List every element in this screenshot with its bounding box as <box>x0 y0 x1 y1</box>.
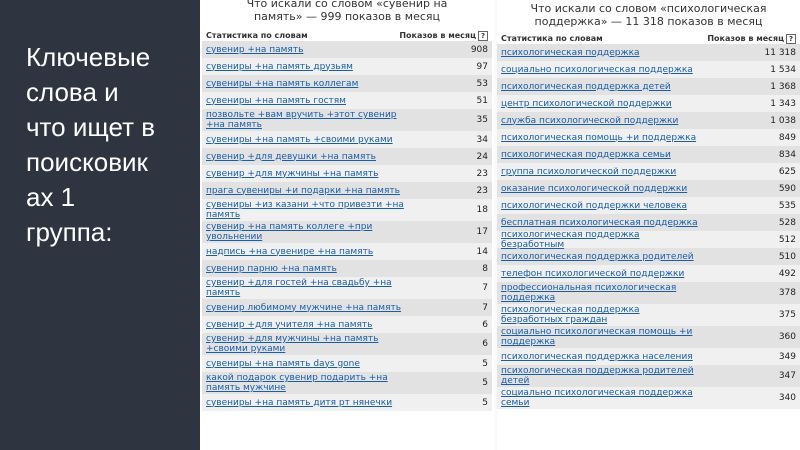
table-row <box>202 277 492 299</box>
left-column-headers <box>202 30 492 41</box>
impressions-count: 53 <box>476 78 488 89</box>
keyword-link[interactable]: психологическая поддержка родителей детей <box>501 366 694 386</box>
table-row <box>497 282 800 304</box>
table-row <box>497 248 800 265</box>
left-keyword-panel <box>202 0 492 450</box>
keyword-link[interactable]: психологическая поддержка родителей <box>501 251 694 262</box>
table-row <box>497 214 800 231</box>
impressions-count: 5 <box>482 358 488 369</box>
impressions-count: 24 <box>476 151 488 162</box>
table-row <box>202 355 492 372</box>
impressions-count: 18 <box>476 205 488 215</box>
keyword-link[interactable]: сувенир парню +на память <box>206 263 337 274</box>
left-col-count-wrap <box>399 30 488 41</box>
right-keyword-panel <box>497 0 800 450</box>
keyword-link[interactable]: какой подарок сувенир подарить +на память мужчине <box>206 373 388 393</box>
impressions-count: 23 <box>476 185 488 196</box>
keyword-link[interactable]: телефон психологической поддержки <box>501 268 685 279</box>
table-row <box>497 326 800 348</box>
table-row <box>497 44 800 61</box>
table-row <box>497 365 800 387</box>
keyword-link[interactable]: социально психологическая поддержка <box>501 64 693 75</box>
keyword-link[interactable]: профессиональная психологическая поддержка <box>501 283 677 303</box>
keyword-link[interactable]: психологическая поддержка детей <box>501 81 671 92</box>
table-row <box>202 299 492 316</box>
table-row <box>202 221 492 243</box>
keyword-link[interactable]: сувениры +на память days gone <box>206 358 360 369</box>
keyword-link[interactable]: психологическая поддержка безработных граждан <box>501 305 640 325</box>
keyword-link[interactable]: сувениры +на память дитя рт нянечки <box>206 397 393 408</box>
right-col-count-wrap <box>707 33 796 44</box>
table-row <box>497 231 800 248</box>
keyword-link[interactable]: сувениры +на память коллегам <box>206 78 359 89</box>
table-row <box>202 199 492 221</box>
table-row <box>202 394 492 411</box>
impressions-count: 1 343 <box>770 98 796 109</box>
keyword-link[interactable]: сувениры +на память гостям <box>206 95 346 106</box>
impressions-count: 14 <box>476 246 488 257</box>
table-row <box>202 58 492 75</box>
table-row <box>202 75 492 92</box>
impressions-count: 5 <box>482 397 488 408</box>
impressions-count: 360 <box>778 332 796 342</box>
keyword-link[interactable]: сувенир +для мужчины +на память +своими руками <box>206 334 379 354</box>
impressions-count: 35 <box>476 115 488 125</box>
table-row <box>202 41 492 58</box>
keyword-link[interactable]: психологическая поддержка безработным <box>501 229 640 250</box>
impressions-count: 51 <box>476 95 488 106</box>
impressions-count: 1 534 <box>770 64 796 75</box>
table-row <box>497 180 800 197</box>
impressions-count: 340 <box>778 393 796 403</box>
right-rows <box>497 44 800 409</box>
left-rows <box>202 41 492 411</box>
impressions-count: 535 <box>778 200 796 211</box>
impressions-count: 347 <box>778 371 796 381</box>
table-row <box>202 131 492 148</box>
help-icon[interactable]: ? <box>786 34 796 44</box>
impressions-count: 375 <box>778 310 796 320</box>
table-row <box>202 92 492 109</box>
impressions-count: 590 <box>778 183 796 194</box>
impressions-count: 23 <box>476 168 488 179</box>
slide-title: Ключевые слова и что ищет в поисковик ах 1 группа: <box>26 42 156 247</box>
table-row <box>202 333 492 355</box>
left-panel-header: Что искали со словом «сувенир на память» — 999 показов в месяц <box>246 0 448 23</box>
keyword-link[interactable]: позвольте +вам вручить +этот сувенир +на память <box>206 110 397 130</box>
impressions-count: 625 <box>778 166 796 177</box>
keyword-link[interactable]: сувениры +на память друзьям <box>206 61 353 72</box>
table-row <box>202 243 492 260</box>
impressions-count: 834 <box>778 149 796 160</box>
right-panel-header: Что искали со словом «психологическая поддержка» — 11 318 показов в месяц <box>530 2 767 28</box>
keyword-link[interactable]: сувенир +на память <box>206 44 304 55</box>
slide-sidebar <box>0 0 200 450</box>
impressions-count: 492 <box>778 268 796 279</box>
keyword-link[interactable]: социально психологическая помощь +и поддержка <box>501 327 693 347</box>
keyword-link[interactable]: надпись +на сувенире +на память <box>206 246 374 257</box>
impressions-count: 11 318 <box>764 47 796 58</box>
table-row <box>497 387 800 409</box>
impressions-count: 5 <box>482 378 488 388</box>
impressions-count: 8 <box>482 263 488 274</box>
impressions-count: 849 <box>778 132 796 143</box>
impressions-count: 512 <box>778 234 796 245</box>
impressions-count: 908 <box>470 44 488 55</box>
keyword-link[interactable]: психологическая поддержка семьи <box>501 149 671 160</box>
impressions-count: 378 <box>778 288 796 298</box>
table-row <box>497 95 800 112</box>
keyword-link[interactable]: социально психологическая поддержка семьи <box>501 388 693 408</box>
keyword-link[interactable]: сувениры +из казани +что привезти +на память <box>206 200 404 220</box>
table-row <box>497 265 800 282</box>
keyword-link[interactable]: сувенир +для учителя +на память <box>206 319 373 330</box>
keyword-link[interactable]: сувениры +на память +своими руками <box>206 134 393 145</box>
keyword-link[interactable]: психологическая помощь +и поддержка <box>501 132 697 143</box>
help-icon[interactable]: ? <box>478 31 488 41</box>
keyword-link[interactable]: сувенир любимому мужчине +на память <box>206 302 402 313</box>
table-row <box>497 112 800 129</box>
table-row <box>497 163 800 180</box>
table-row <box>497 129 800 146</box>
keyword-link[interactable]: сувенир +на память коллеге +при увольнении <box>206 222 373 242</box>
keyword-link[interactable]: служба психологической поддержки <box>501 115 679 126</box>
table-row <box>202 148 492 165</box>
keyword-link[interactable]: психологической поддержки человека <box>501 200 688 211</box>
right-col-stat: Статистика по словам <box>501 34 603 43</box>
keyword-link[interactable]: группа психологической поддержки <box>501 166 677 177</box>
impressions-count: 349 <box>778 351 796 362</box>
impressions-count: 97 <box>476 61 488 72</box>
keyword-link[interactable]: бесплатная психологическая поддержка <box>501 217 698 228</box>
table-row <box>497 197 800 214</box>
table-row <box>202 260 492 277</box>
table-row <box>202 165 492 182</box>
impressions-count: 34 <box>476 134 488 145</box>
keyword-link[interactable]: оказание психологической поддержки <box>501 183 688 194</box>
table-row <box>202 109 492 131</box>
left-col-stat: Статистика по словам <box>206 31 308 40</box>
impressions-count: 7 <box>482 283 488 293</box>
impressions-count: 6 <box>482 319 488 330</box>
table-row <box>497 304 800 326</box>
keyword-link[interactable]: центр психологической поддержки <box>501 98 672 109</box>
keyword-link[interactable]: сувенир +для мужчины +на память <box>206 168 379 179</box>
impressions-count: 7 <box>482 302 488 313</box>
table-row <box>497 348 800 365</box>
table-row <box>202 316 492 333</box>
impressions-count: 6 <box>482 339 488 349</box>
table-row <box>202 182 492 199</box>
impressions-count: 1 038 <box>770 115 796 126</box>
keyword-link[interactable]: прага сувениры +и подарки +на память <box>206 185 400 196</box>
table-row <box>497 78 800 95</box>
table-row <box>202 372 492 394</box>
keyword-link[interactable]: психологическая поддержка населения <box>501 351 693 362</box>
left-col-count: Показов в месяц <box>399 31 476 40</box>
impressions-count: 1 368 <box>770 81 796 92</box>
table-row <box>497 146 800 163</box>
impressions-count: 510 <box>778 251 796 262</box>
table-row <box>497 61 800 78</box>
impressions-count: 17 <box>476 227 488 237</box>
impressions-count: 528 <box>778 217 796 228</box>
right-col-count: Показов в месяц <box>707 34 784 43</box>
keyword-link[interactable]: сувенир +для девушки +на память <box>206 151 376 162</box>
keyword-link[interactable]: сувенир +для гостей +на свадьбу +на память <box>206 278 392 298</box>
keyword-link[interactable]: психологическая поддержка <box>501 47 640 58</box>
right-column-headers <box>497 33 800 44</box>
